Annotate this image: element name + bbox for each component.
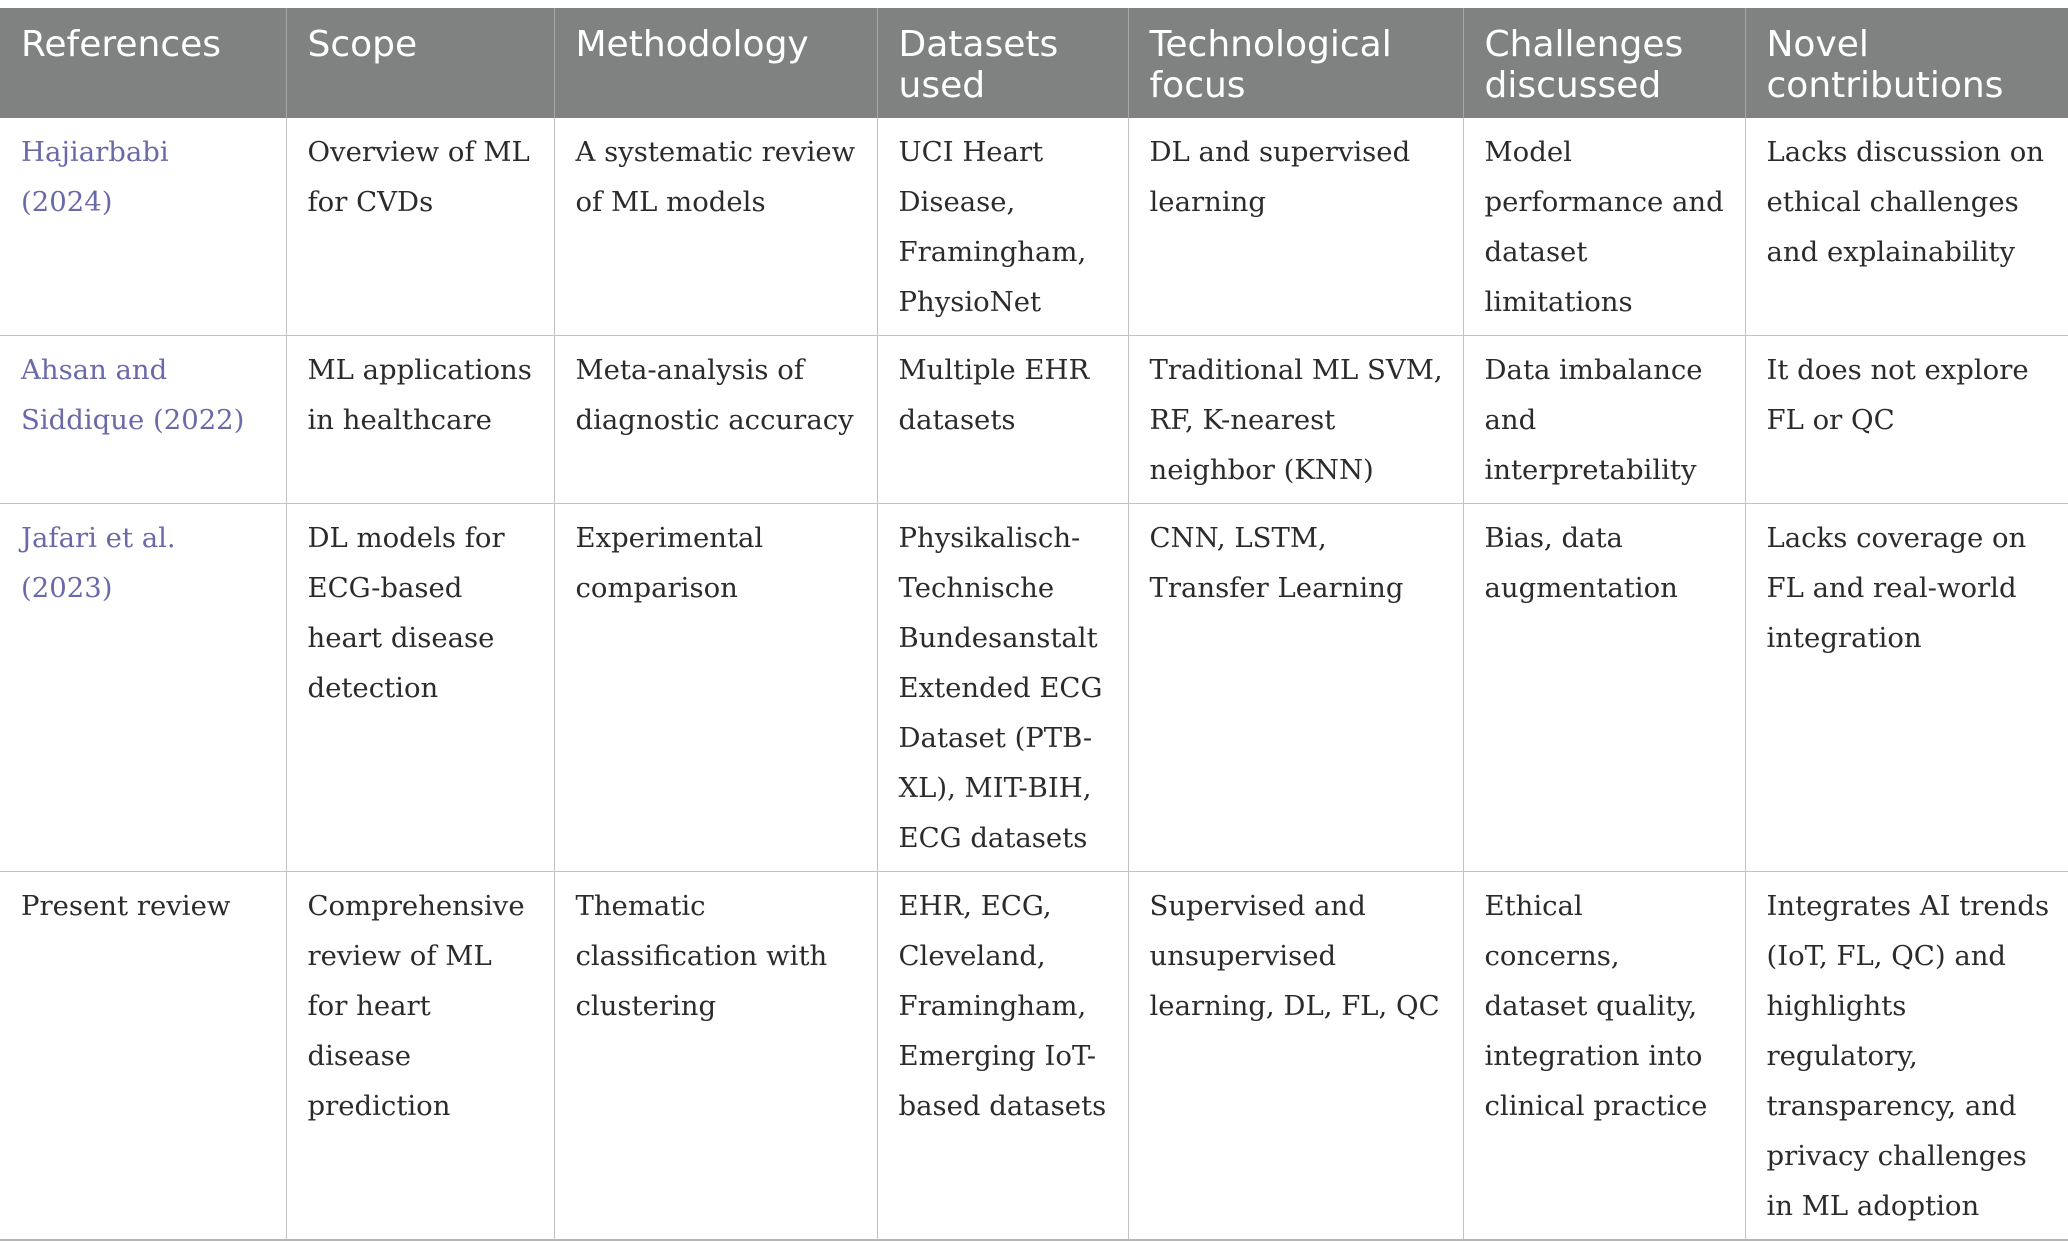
tech-focus-cell: Traditional ML SVM, RF, K-nearest neighbor (KNN) (1128, 336, 1463, 504)
methodology-cell: Experimental comparison (554, 504, 877, 872)
header-technological-focus: Technological focus (1128, 8, 1463, 118)
table-row (0, 336, 2068, 504)
comparison-table-container (0, 8, 2068, 1241)
comparison-table (0, 8, 2068, 1241)
tech-focus-cell: Supervised and unsupervised learning, DL, FL, QC (1128, 872, 1463, 1241)
reference-link[interactable]: Jafari et al. (2023) (0, 504, 286, 872)
scope-cell: DL models for ECG-based heart disease detection (286, 504, 554, 872)
scope-cell: ML applications in healthcare (286, 336, 554, 504)
table-header-row (0, 8, 2068, 118)
table-row (0, 872, 2068, 1241)
datasets-cell: UCI Heart Disease, Framingham, PhysioNet (877, 118, 1128, 336)
scope-cell: Comprehensive review of ML for heart disease prediction (286, 872, 554, 1241)
datasets-cell: Physikalisch-Technische Bundesanstalt Extended ECG Dataset (PTB-XL), MIT-BIH, ECG datasets (877, 504, 1128, 872)
challenges-cell: Ethical concerns, dataset quality, integration into clinical practice (1463, 872, 1745, 1241)
header-scope: Scope (286, 8, 554, 118)
datasets-cell: Multiple EHR datasets (877, 336, 1128, 504)
tech-focus-cell: CNN, LSTM, Transfer Learning (1128, 504, 1463, 872)
methodology-cell: Meta-analysis of diagnostic accuracy (554, 336, 877, 504)
datasets-cell: EHR, ECG, Cleveland, Framingham, Emerging IoT-based datasets (877, 872, 1128, 1241)
header-novel-contributions: Novel contributions (1745, 8, 2068, 118)
table-row (0, 504, 2068, 872)
contributions-cell: Lacks discussion on ethical challenges and explainability (1745, 118, 2068, 336)
tech-focus-cell: DL and supervised learning (1128, 118, 1463, 336)
methodology-cell: Thematic classification with clustering (554, 872, 877, 1241)
challenges-cell: Bias, data augmentation (1463, 504, 1745, 872)
table-row (0, 118, 2068, 336)
reference-cell: Present review (0, 872, 286, 1241)
scope-cell: Overview of ML for CVDs (286, 118, 554, 336)
challenges-cell: Model performance and dataset limitations (1463, 118, 1745, 336)
contributions-cell: Integrates AI trends (IoT, FL, QC) and highlights regulatory, transparency, and privacy challenges in ML adoption (1745, 872, 2068, 1241)
header-references: References (0, 8, 286, 118)
header-methodology: Methodology (554, 8, 877, 118)
reference-link[interactable]: Hajiarbabi (2024) (0, 118, 286, 336)
challenges-cell: Data imbalance and interpretability (1463, 336, 1745, 504)
header-datasets-used: Datasets used (877, 8, 1128, 118)
contributions-cell: It does not explore FL or QC (1745, 336, 2068, 504)
reference-link[interactable]: Ahsan and Siddique (2022) (0, 336, 286, 504)
methodology-cell: A systematic review of ML models (554, 118, 877, 336)
header-challenges-discussed: Challenges discussed (1463, 8, 1745, 118)
contributions-cell: Lacks coverage on FL and real-world integration (1745, 504, 2068, 872)
